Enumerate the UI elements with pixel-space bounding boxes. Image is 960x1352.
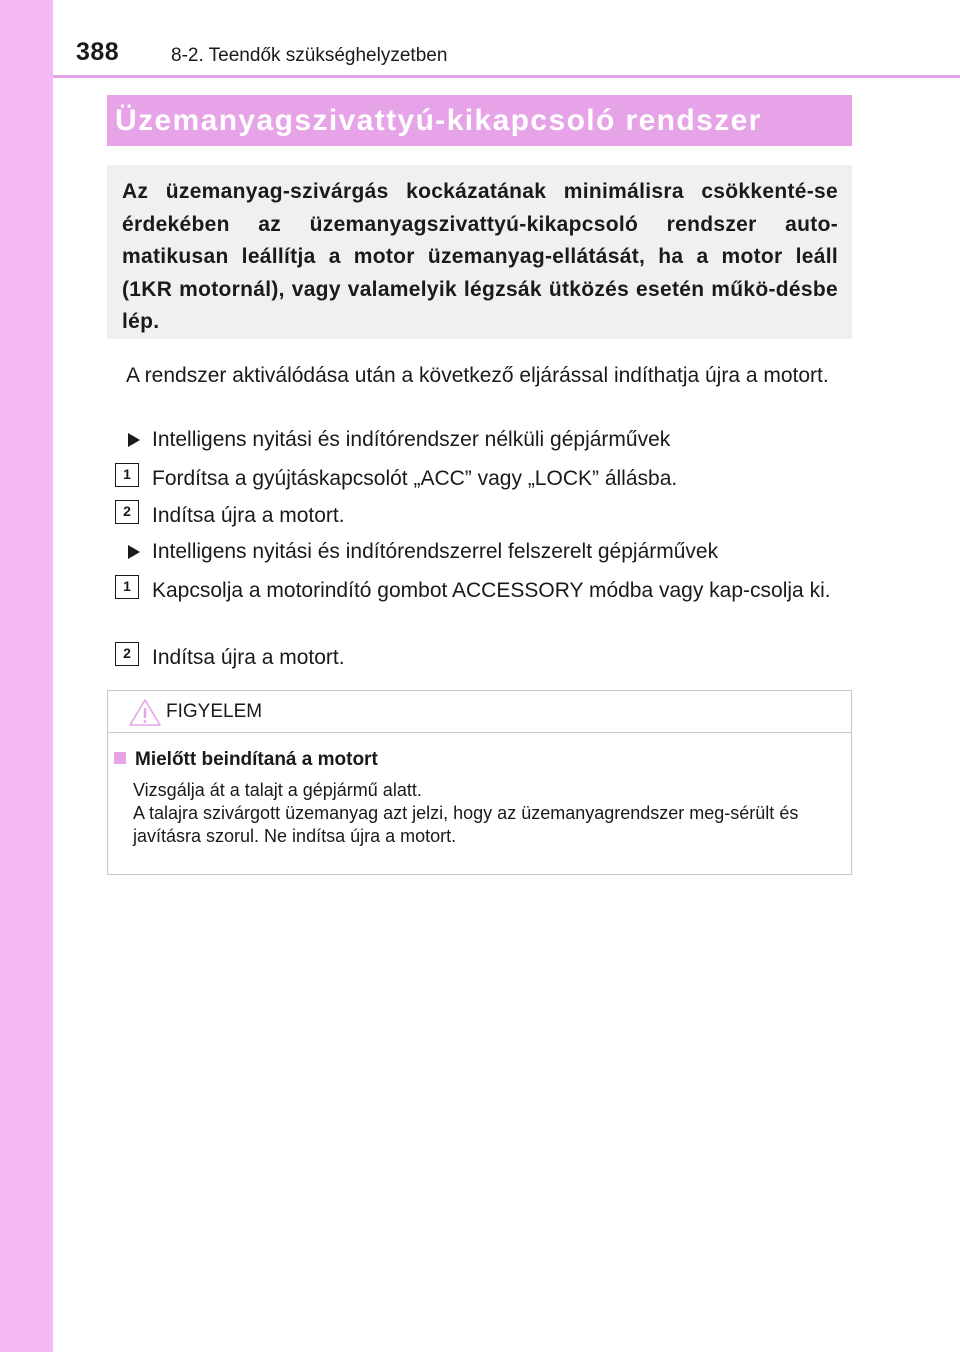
section-reference: 8-2. Teendők szükséghelyzetben [171,45,448,66]
warning-subheading [114,749,378,771]
summary-text: Az üzemanyag-szivárgás kockázatának minimálisra csökkenté-se érdekében az üzemanyagszivattyú-kikapcsoló rendszer auto-matikusan leállítja a motor üzemanyag-ellátását, ha a motor leáll (1KR motornál), vagy valamelyik légzsák ütközés esetén műkö-désbe lép. [122,180,838,333]
warning-label: FIGYELEM [166,701,263,722]
warning-subheading-text: Mielőtt beindítaná a motort [135,749,378,770]
summary-box [107,165,852,339]
warning-line: A talajra szivárgott üzemanyag azt jelzi, hogy az üzemanyagrendszer meg-sérült és javításra szorul. Ne indítsa újra a motort. [133,803,799,846]
step-number-badge: 1 [115,575,139,599]
step-text: Fordítsa a gyújtáskapcsolót „ACC” vagy „LOCK” állásba. [152,467,678,490]
warning-line: Vizsgálja át a talajt a gépjármű alatt. [133,780,422,800]
group-heading-without-smart-entry [128,428,670,452]
step-number-badge: 2 [115,642,139,666]
section-title-bar [107,95,852,146]
page-number: 388 [76,38,120,66]
step-number-badge: 2 [115,500,139,524]
warning-triangle-icon [128,698,162,727]
warning-header [108,691,851,733]
step-text: Indítsa újra a motort. [152,646,345,669]
group-heading-text: Intelligens nyitási és indítórendszerrel felszerelt gépjárművek [152,540,719,563]
square-bullet-icon [114,752,126,764]
group-heading-with-smart-entry [128,540,718,564]
step-text: Indítsa újra a motort. [152,504,345,527]
group-heading-text: Intelligens nyitási és indítórendszer nélküli gépjárművek [152,428,671,451]
section-title: Üzemanyagszivattyú-kikapcsoló rendszer [115,103,762,137]
side-strip [0,0,53,1352]
triangle-bullet-icon [128,545,140,559]
intro-paragraph: A rendszer aktiválódása után a következő eljárással indíthatja újra a motort. [126,364,829,387]
warning-body [133,779,838,848]
step-number-badge: 1 [115,463,139,487]
triangle-bullet-icon [128,433,140,447]
warning-box [107,690,852,875]
header-rule [53,75,960,78]
step-text: Kapcsolja a motorindító gombot ACCESSORY módba vagy kap-csolja ki. [152,579,831,602]
